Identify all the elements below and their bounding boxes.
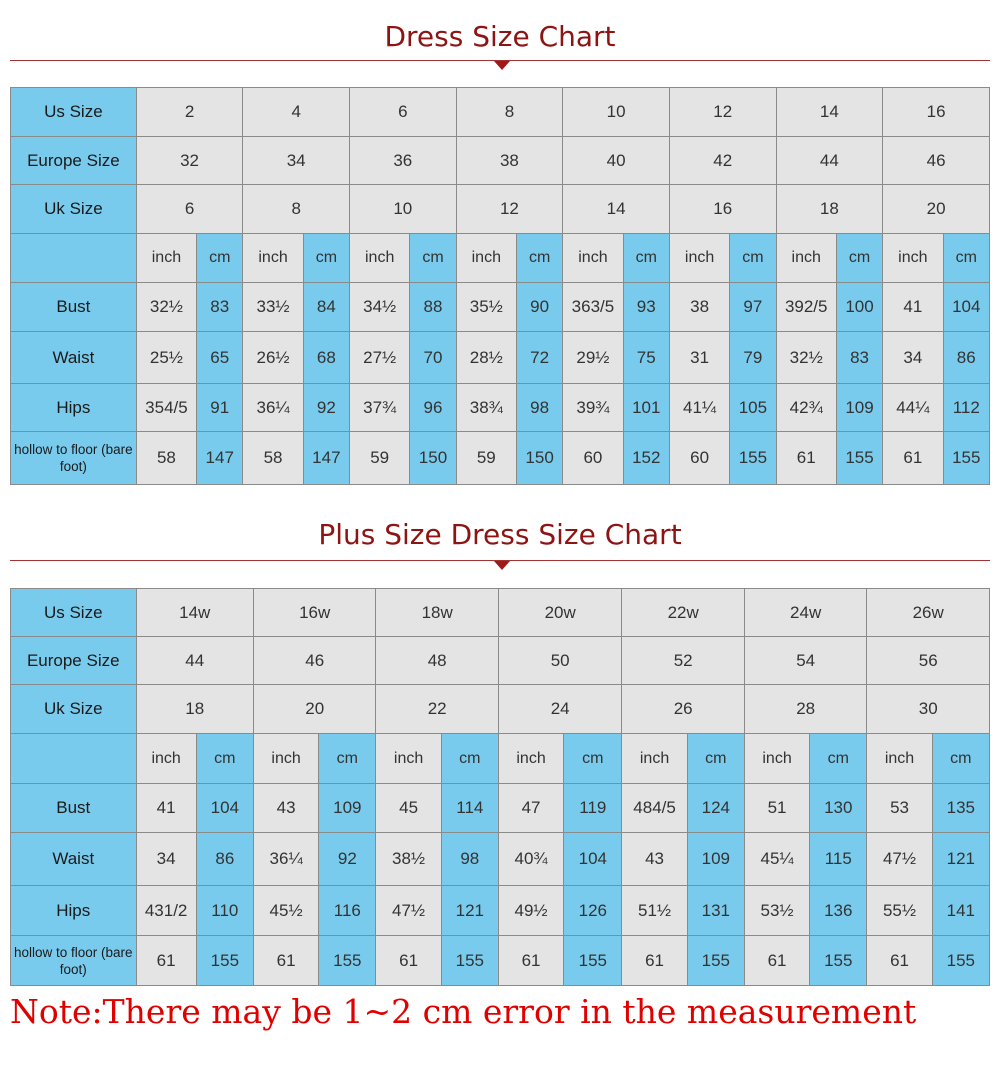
cm-value: 86 [943, 332, 989, 384]
uk-size-cell: 18 [136, 685, 253, 734]
unit-cm-cell: cm [196, 734, 253, 784]
europe-size-label: Europe Size [11, 137, 137, 185]
cm-value: 121 [932, 833, 989, 886]
cm-value: 92 [319, 833, 376, 886]
cm-value: 65 [197, 332, 243, 384]
inch-value: 34 [883, 332, 943, 384]
inch-value: 29½ [563, 332, 623, 384]
inch-value: 61 [776, 432, 836, 485]
measurement-label: hollow to floor (bare foot) [11, 936, 137, 986]
us-size-cell: 2 [136, 88, 243, 137]
unit-row [11, 234, 990, 283]
europe-size-cell: 44 [776, 137, 883, 185]
measurement-row [11, 283, 990, 332]
inch-value: 61 [744, 936, 809, 986]
unit-inch-cell: inch [350, 234, 410, 283]
measurement-row [11, 432, 990, 485]
unit-cm-cell: cm [943, 234, 989, 283]
inch-value: 59 [350, 432, 410, 485]
measurement-label: Waist [11, 332, 137, 384]
us-size-cell: 8 [456, 88, 563, 137]
unit-inch-cell: inch [136, 734, 196, 784]
cm-value: 130 [810, 784, 867, 833]
europe-size-cell: 40 [563, 137, 670, 185]
europe-size-cell: 44 [136, 637, 253, 685]
unit-inch-cell: inch [498, 734, 563, 784]
uk-size-cell: 24 [498, 685, 622, 734]
cm-value: 155 [730, 432, 776, 485]
measurement-label: Waist [11, 833, 137, 886]
us-size-cell: 24w [744, 589, 866, 637]
unit-cm-cell: cm [303, 234, 349, 283]
cm-value: 88 [410, 283, 456, 332]
uk-size-label: Uk Size [11, 685, 137, 734]
inch-value: 43 [253, 784, 318, 833]
inch-value: 60 [563, 432, 623, 485]
unit-cm-cell: cm [564, 734, 622, 784]
measurement-label: Hips [11, 886, 137, 936]
cm-value: 97 [730, 283, 776, 332]
uk-size-cell: 10 [350, 185, 457, 234]
cm-value: 93 [623, 283, 669, 332]
inch-value: 41 [883, 283, 943, 332]
inch-value: 354/5 [136, 384, 196, 432]
cm-value: 150 [410, 432, 456, 485]
inch-value: 35½ [456, 283, 516, 332]
uk-size-label: Uk Size [11, 185, 137, 234]
cm-value: 100 [836, 283, 882, 332]
uk-size-cell: 16 [669, 185, 776, 234]
inch-value: 41¼ [669, 384, 729, 432]
cm-value: 135 [932, 784, 989, 833]
cm-value: 155 [441, 936, 498, 986]
europe-size-cell: 42 [669, 137, 776, 185]
unit-inch-cell: inch [867, 734, 932, 784]
cm-value: 150 [516, 432, 562, 485]
inch-value: 51½ [622, 886, 687, 936]
unit-inch-cell: inch [622, 734, 687, 784]
dress-size-chart-title: Dress Size Chart [384, 20, 616, 53]
cm-value: 75 [623, 332, 669, 384]
cm-value: 155 [319, 936, 376, 986]
cm-value: 92 [303, 384, 349, 432]
uk-size-cell: 26 [622, 685, 744, 734]
inch-value: 61 [253, 936, 318, 986]
uk-size-cell: 22 [376, 685, 498, 734]
cm-value: 104 [564, 833, 622, 886]
inch-value: 58 [136, 432, 196, 485]
inch-value: 53½ [744, 886, 809, 936]
cm-value: 126 [564, 886, 622, 936]
inch-value: 40¾ [498, 833, 563, 886]
us-size-label: Us Size [11, 589, 137, 637]
inch-value: 47½ [376, 886, 441, 936]
measurement-row [11, 886, 990, 936]
cm-value: 155 [810, 936, 867, 986]
inch-value: 61 [498, 936, 563, 986]
divider-arrow-icon [494, 61, 510, 70]
unit-inch-cell: inch [136, 234, 196, 283]
uk-size-cell: 6 [136, 185, 243, 234]
europe-size-cell: 50 [498, 637, 622, 685]
cm-value: 155 [564, 936, 622, 986]
cm-value: 121 [441, 886, 498, 936]
europe-size-row [11, 137, 990, 185]
unit-inch-cell: inch [563, 234, 623, 283]
europe-size-cell: 54 [744, 637, 866, 685]
europe-size-cell: 56 [867, 637, 990, 685]
cm-value: 91 [197, 384, 243, 432]
inch-value: 38¾ [456, 384, 516, 432]
inch-value: 363/5 [563, 283, 623, 332]
cm-value: 131 [687, 886, 744, 936]
us-size-cell: 18w [376, 589, 498, 637]
cm-value: 116 [319, 886, 376, 936]
inch-value: 53 [867, 784, 932, 833]
europe-size-label: Europe Size [11, 637, 137, 685]
unit-row-label [11, 734, 137, 784]
cm-value: 105 [730, 384, 776, 432]
inch-value: 484/5 [622, 784, 687, 833]
cm-value: 109 [687, 833, 744, 886]
inch-value: 431/2 [136, 886, 196, 936]
inch-value: 31 [669, 332, 729, 384]
europe-size-cell: 36 [350, 137, 457, 185]
inch-value: 45 [376, 784, 441, 833]
us-size-cell: 14 [776, 88, 883, 137]
us-size-row [11, 88, 990, 137]
uk-size-cell: 8 [243, 185, 350, 234]
measurement-row [11, 384, 990, 432]
unit-cm-cell: cm [730, 234, 776, 283]
unit-inch-cell: inch [744, 734, 809, 784]
cm-value: 141 [932, 886, 989, 936]
measurement-note: Note:There may be 1~2 cm error in the measurement [10, 992, 917, 1031]
unit-cm-cell: cm [319, 734, 376, 784]
divider-arrow-icon [494, 561, 510, 570]
uk-size-row [11, 685, 990, 734]
cm-value: 68 [303, 332, 349, 384]
inch-value: 32½ [776, 332, 836, 384]
inch-value: 38½ [376, 833, 441, 886]
measurement-row [11, 833, 990, 886]
cm-value: 147 [303, 432, 349, 485]
inch-value: 51 [744, 784, 809, 833]
cm-value: 114 [441, 784, 498, 833]
inch-value: 26½ [243, 332, 303, 384]
uk-size-cell: 12 [456, 185, 563, 234]
us-size-cell: 6 [350, 88, 457, 137]
cm-value: 124 [687, 784, 744, 833]
measurement-label: hollow to floor (bare foot) [11, 432, 137, 485]
unit-cm-cell: cm [197, 234, 243, 283]
inch-value: 61 [376, 936, 441, 986]
unit-inch-cell: inch [669, 234, 729, 283]
europe-size-cell: 32 [136, 137, 243, 185]
us-size-cell: 16 [883, 88, 990, 137]
uk-size-cell: 30 [867, 685, 990, 734]
inch-value: 32½ [136, 283, 196, 332]
unit-cm-cell: cm [623, 234, 669, 283]
unit-inch-cell: inch [776, 234, 836, 283]
cm-value: 147 [197, 432, 243, 485]
inch-value: 60 [669, 432, 729, 485]
plus-size-chart-title: Plus Size Dress Size Chart [318, 518, 682, 551]
inch-value: 55½ [867, 886, 932, 936]
europe-size-cell: 46 [253, 637, 375, 685]
inch-value: 37¾ [350, 384, 410, 432]
cm-value: 84 [303, 283, 349, 332]
cm-value: 112 [943, 384, 989, 432]
cm-value: 110 [196, 886, 253, 936]
us-size-cell: 4 [243, 88, 350, 137]
uk-size-cell: 20 [883, 185, 990, 234]
measurement-label: Hips [11, 384, 137, 432]
uk-size-cell: 14 [563, 185, 670, 234]
inch-value: 61 [136, 936, 196, 986]
inch-value: 392/5 [776, 283, 836, 332]
cm-value: 152 [623, 432, 669, 485]
us-size-cell: 22w [622, 589, 744, 637]
cm-value: 70 [410, 332, 456, 384]
inch-value: 58 [243, 432, 303, 485]
inch-value: 45¼ [744, 833, 809, 886]
cm-value: 119 [564, 784, 622, 833]
europe-size-cell: 38 [456, 137, 563, 185]
inch-value: 25½ [136, 332, 196, 384]
inch-value: 38 [669, 283, 729, 332]
us-size-label: Us Size [11, 88, 137, 137]
cm-value: 155 [943, 432, 989, 485]
cm-value: 98 [516, 384, 562, 432]
inch-value: 34½ [350, 283, 410, 332]
inch-value: 33½ [243, 283, 303, 332]
cm-value: 155 [932, 936, 989, 986]
cm-value: 83 [836, 332, 882, 384]
dress-size-table [10, 87, 990, 485]
europe-size-row [11, 637, 990, 685]
cm-value: 104 [196, 784, 253, 833]
europe-size-cell: 48 [376, 637, 498, 685]
unit-inch-cell: inch [883, 234, 943, 283]
unit-cm-cell: cm [410, 234, 456, 283]
inch-value: 36¼ [253, 833, 318, 886]
cm-value: 98 [441, 833, 498, 886]
us-size-cell: 14w [136, 589, 253, 637]
cm-value: 115 [810, 833, 867, 886]
europe-size-cell: 46 [883, 137, 990, 185]
us-size-cell: 20w [498, 589, 622, 637]
inch-value: 42¾ [776, 384, 836, 432]
unit-inch-cell: inch [456, 234, 516, 283]
unit-row [11, 734, 990, 784]
inch-value: 61 [867, 936, 932, 986]
inch-value: 61 [883, 432, 943, 485]
cm-value: 83 [197, 283, 243, 332]
cm-value: 90 [516, 283, 562, 332]
cm-value: 109 [319, 784, 376, 833]
cm-value: 86 [196, 833, 253, 886]
cm-value: 155 [196, 936, 253, 986]
measurement-row [11, 332, 990, 384]
cm-value: 155 [687, 936, 744, 986]
cm-value: 104 [943, 283, 989, 332]
inch-value: 47 [498, 784, 563, 833]
inch-value: 59 [456, 432, 516, 485]
cm-value: 79 [730, 332, 776, 384]
us-size-cell: 12 [669, 88, 776, 137]
us-size-row [11, 589, 990, 637]
europe-size-cell: 34 [243, 137, 350, 185]
uk-size-cell: 20 [253, 685, 375, 734]
measurement-row [11, 784, 990, 833]
cm-value: 155 [836, 432, 882, 485]
inch-value: 61 [622, 936, 687, 986]
uk-size-cell: 28 [744, 685, 866, 734]
cm-value: 136 [810, 886, 867, 936]
unit-cm-cell: cm [687, 734, 744, 784]
inch-value: 41 [136, 784, 196, 833]
measurement-row [11, 936, 990, 986]
unit-inch-cell: inch [376, 734, 441, 784]
inch-value: 49½ [498, 886, 563, 936]
inch-value: 44¼ [883, 384, 943, 432]
us-size-cell: 10 [563, 88, 670, 137]
us-size-cell: 16w [253, 589, 375, 637]
unit-cm-cell: cm [810, 734, 867, 784]
unit-cm-cell: cm [516, 234, 562, 283]
unit-inch-cell: inch [243, 234, 303, 283]
cm-value: 109 [836, 384, 882, 432]
inch-value: 39¾ [563, 384, 623, 432]
measurement-label: Bust [11, 784, 137, 833]
measurement-label: Bust [11, 283, 137, 332]
cm-value: 72 [516, 332, 562, 384]
unit-cm-cell: cm [932, 734, 989, 784]
inch-value: 47½ [867, 833, 932, 886]
europe-size-cell: 52 [622, 637, 744, 685]
inch-value: 43 [622, 833, 687, 886]
cm-value: 96 [410, 384, 456, 432]
inch-value: 36¼ [243, 384, 303, 432]
uk-size-cell: 18 [776, 185, 883, 234]
inch-value: 34 [136, 833, 196, 886]
cm-value: 101 [623, 384, 669, 432]
uk-size-row [11, 185, 990, 234]
plus-size-table [10, 588, 990, 986]
unit-cm-cell: cm [441, 734, 498, 784]
us-size-cell: 26w [867, 589, 990, 637]
unit-row-label [11, 234, 137, 283]
inch-value: 28½ [456, 332, 516, 384]
inch-value: 45½ [253, 886, 318, 936]
unit-inch-cell: inch [253, 734, 318, 784]
inch-value: 27½ [350, 332, 410, 384]
unit-cm-cell: cm [836, 234, 882, 283]
